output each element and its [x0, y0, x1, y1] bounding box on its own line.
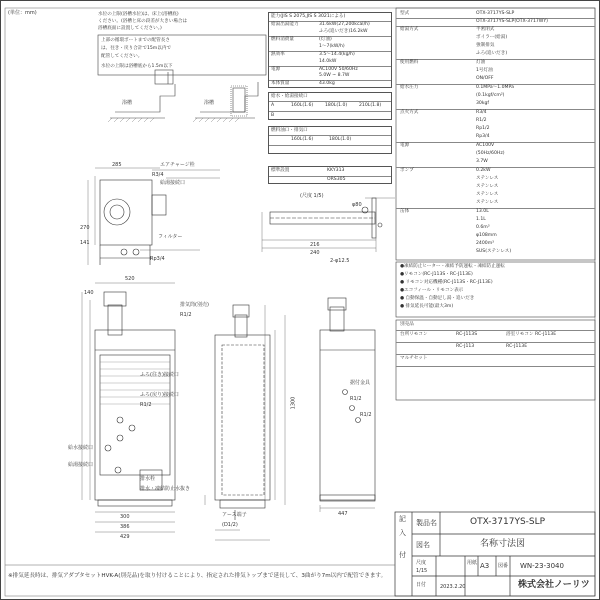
title-vertical-1: 記 [399, 515, 406, 523]
drawing-no-value: WN-23-3040 [520, 562, 564, 570]
spec-left-r9-label: 本体質量 [271, 81, 290, 86]
spec-right-r26-value: 0.6m³ [476, 225, 490, 230]
dim-270: 270 [80, 225, 90, 231]
spec-left-r0-label: 給湯出湯能力 [271, 22, 299, 27]
dim-216: 216 [310, 242, 320, 248]
spec-right-r2-label: 給湯方式 [400, 27, 419, 32]
spec-right-r23-value: ステンレス [476, 200, 499, 205]
dim-holes: 2-φ12.5 [330, 258, 350, 264]
part-return: ふろ(戻り)接続口 [140, 392, 179, 398]
spec-right-r0-label: 型式 [400, 11, 410, 16]
product-value: OTX-3717YS-SLP [470, 517, 546, 527]
dim-285: 285 [112, 162, 122, 168]
dim-447: 447 [338, 511, 348, 517]
remote-table-header: 別売品 [400, 322, 414, 327]
spec-right-r15-value: Rp3/4 [476, 134, 490, 139]
table-a-r0-c3: 210L(1.8) [359, 103, 382, 108]
spec-right-r25-value: 1.1L [476, 217, 486, 222]
feature-item: ●エコフィール・リモコン表示 [400, 288, 464, 293]
remote-r1-c1: RC-J113 [456, 344, 475, 349]
note-line-1: 水位の上限(浴槽水位)は、床上(浴槽底) [98, 12, 179, 17]
spec-right-r13-value: R1/2 [476, 118, 487, 123]
dim-1300: 1300 [290, 396, 297, 410]
remote-r2-c0: マルチセット [400, 356, 428, 361]
spec-left-r2-value: (灯油) [319, 37, 332, 42]
table-a-r0-c0: A [271, 103, 275, 108]
spec-right-r6-value: 灯油 [476, 60, 486, 65]
warn-line-4: 水位の上限は浴槽底から1.5m以下 [101, 64, 173, 69]
table-c-r0-c0: 標準設置 [271, 168, 290, 173]
table-a-r0-c1: 160L(1.6) [291, 103, 314, 108]
name-value: 名称寸法図 [480, 539, 526, 549]
part-r1c: R1/2 [360, 412, 372, 418]
remote-r1-c2: RC-J113E [506, 344, 528, 349]
dim-240: 240 [310, 250, 320, 256]
scale-note: (尺度 1/5) [300, 193, 324, 199]
spec-right-r8-value: ON/OFF [476, 76, 494, 81]
part-bottom-note: 排水・凍結防止水抜き [140, 486, 191, 492]
dim-phi80: φ80 [352, 202, 362, 208]
table-a-header: 給水・給湯接続口 [271, 94, 308, 99]
date-label: 日付 [416, 582, 427, 588]
spec-right-r9-label: 給水圧力 [400, 85, 419, 90]
feature-item: ●リモコン(RC-J113S・RC-J113E) [400, 272, 473, 277]
spec-right-r24-label: 缶体 [400, 209, 410, 214]
remote-table [396, 320, 595, 400]
table-a [268, 92, 392, 120]
title-vertical-3: 付 [399, 551, 406, 559]
spec-right-r9-value: 0.1MPa～1.0MPa [476, 85, 514, 90]
note-line-3: 浴槽底面に設置してください。) [98, 26, 162, 31]
feature-item: ● 自動保温・自動足し湯・追いだき [400, 296, 475, 301]
spec-right-r6-label: 使用燃料 [400, 60, 419, 65]
spec-right-r16-label: 電源 [400, 143, 410, 148]
table-c-r0-c1: KKY313 [327, 168, 345, 173]
spec-left-r7-value: 5.0W ~ 8.7W [319, 73, 350, 78]
spec-right-r4-value: 強制排気 [476, 43, 495, 48]
spec-left-r3-value: 1～7(kW/h) [319, 44, 345, 49]
warn-line-2: は、往き・戻り合計で15m以内で [101, 46, 172, 51]
dim-429: 429 [120, 534, 130, 540]
drawing-no-label: 図番 [498, 563, 509, 569]
part-r12c: R1/2 [350, 396, 362, 402]
paper-value: A3 [480, 562, 490, 570]
spec-right-r21-value: ステンレス [476, 184, 499, 189]
remote-r0-c1: RC-J113S [456, 332, 478, 337]
part-feed: ふろ(往き)接続口 [140, 372, 179, 378]
dim-520: 520 [125, 276, 135, 282]
spec-right-r12-label: 点火方式 [400, 110, 419, 115]
spec-left-r6-value: AC100V 50/60Hz [319, 67, 358, 72]
spec-right-r19-value: 0.2kW [476, 168, 491, 173]
warn-line-1: 上部の循環ポートまでの配管長さ [101, 38, 170, 43]
dim-140: 140 [84, 290, 94, 296]
paper-label: 用紙 [467, 560, 478, 566]
spec-right-r20-value: ステンレス [476, 176, 499, 181]
spec-right-r12-value: R3/4 [476, 110, 487, 115]
table-b-header: 燃料油口・排気口 [271, 128, 308, 133]
company-name: 株式会社ノーリツ [518, 580, 590, 590]
spec-right-r7-value: 1号灯油 [476, 68, 493, 73]
spec-left-r1-value: ふろ(追いだき)16.2kW [319, 29, 368, 34]
diagram-label-left: 浴槽 [122, 100, 133, 106]
warn-line-3: 配管してください。 [101, 54, 143, 59]
spec-right-r28-value: 2400m³ [476, 241, 495, 246]
spec-right-r10-value: (0.1kgf/cm²) [476, 93, 505, 98]
spec-right-r0-value: OTX-3717YS-SLP [476, 11, 515, 16]
spec-right-r14-value: Rp1/2 [476, 126, 490, 131]
name-label: 図名 [416, 541, 430, 549]
feature-item: ● 排気延長可能(最大3m) [400, 304, 454, 309]
spec-left-r4-value: 3.5～14.4(kg/h) [319, 52, 355, 57]
spec-table-right [396, 8, 595, 260]
part-r34: R3/4 [152, 172, 164, 178]
table-b-r0-c1: 160L(1.6) [291, 137, 314, 142]
part-drain-plug: 排水栓 [140, 476, 156, 482]
part-exhaust: 排気筒(別売) [180, 302, 209, 308]
spec-right-r19-label: ポンプ [400, 168, 414, 173]
spec-right-r3-value: ボイラー(給湯) [476, 35, 508, 40]
part-bracket: 据付金具 [350, 380, 371, 386]
diagram-label-right: 浴槽 [204, 100, 215, 106]
spec-right-r5-value: ふろ(追いだき) [476, 51, 508, 56]
spec-right-r29-value: SUS(ステンレス) [476, 249, 512, 254]
table-c [268, 166, 392, 184]
part-air-vent: エアチャージ栓 [160, 162, 195, 168]
dim-300: 300 [120, 514, 130, 520]
part-fuel-r12: R1/2 [180, 312, 192, 318]
date-value: 2023.2.20 [440, 584, 466, 590]
part-hot-out: 給湯接続口 [68, 462, 94, 468]
title-vertical-2: 入 [399, 529, 406, 537]
part-rp34: Rp3/4 [150, 256, 165, 262]
scale-label: 尺度 [416, 560, 427, 566]
spec-right-r17-value: (50Hz/60Hz) [476, 151, 505, 156]
spec-left-r4-label: 熱効率 [271, 52, 285, 57]
feature-item: ● リモコン対応機種(RC-J113S・RC-J113E) [400, 280, 493, 285]
features-list [396, 262, 595, 317]
spec-right-r27-value: φ108mm [476, 233, 497, 238]
part-r12b: R1/2 [140, 402, 152, 408]
table-a-r0-c2: 180L(1.0) [325, 103, 348, 108]
spec-left-header: 能力(JIS S 2075,JIS S 3021による) [271, 14, 346, 19]
spec-right-r24-value: 13.0L [476, 209, 489, 214]
table-b-r0-c2: 180L(1.0) [329, 137, 352, 142]
part-hot-label: 給湯接続口 [160, 180, 186, 186]
spec-left-r6-label: 電源 [271, 67, 281, 72]
part-filter: フィルター [158, 234, 183, 240]
note-line-2: ください。(浴槽と床の段差が大きい場合は [98, 19, 188, 24]
spec-right-r2-value: 半密閉式 [476, 27, 495, 32]
dim-141: 141 [80, 240, 90, 246]
spec-right-r18-value: 3.7W [476, 159, 488, 164]
table-c-r1-c1: ORS305 [327, 177, 346, 182]
spec-right-r1-value: OTX-3717YS-SLP(OTX-3717WY) [476, 19, 548, 24]
remote-r0-c0: 台所リモコン [400, 332, 428, 337]
part-water-in: 給水接続口 [68, 445, 94, 451]
table-a-r1-c0: B [271, 113, 275, 118]
spec-left-r5-value: 14.0kW [319, 59, 337, 64]
dim-386: 386 [120, 524, 130, 530]
feature-item: ●凍結防止ヒーター・凍結予防運転・凍結防止運転 [400, 264, 505, 269]
remote-r0-c2: 浴室リモコン RC-J113E [506, 332, 557, 337]
spec-left-r2-label: 燃料消費量 [271, 37, 294, 42]
scale-value: 1/15 [416, 568, 428, 574]
spec-left-r9-value: 43.0kg [319, 81, 335, 86]
product-label: 製品名 [416, 519, 437, 527]
part-depth-note: (D1/2) [222, 522, 238, 528]
footer-note: ※排気延長時は、排気アダプタセットHVK-A(別売品)を取り付けることにより、指定された排気トップまで延長して、3曲がり7m以内で配管できます。 [8, 573, 387, 579]
unit-label: (単位：mm) [8, 10, 37, 16]
spec-right-r11-value: 30kgf [476, 101, 490, 106]
spec-right-r16-value: AC100V [476, 143, 495, 148]
table-b [268, 126, 392, 154]
spec-table-left [268, 12, 392, 88]
spec-right-r22-value: ステンレス [476, 192, 499, 197]
part-ground: アース端子 [222, 512, 247, 518]
spec-left-r0-value: 31.6kW(27,200kcal/h) [319, 22, 370, 27]
